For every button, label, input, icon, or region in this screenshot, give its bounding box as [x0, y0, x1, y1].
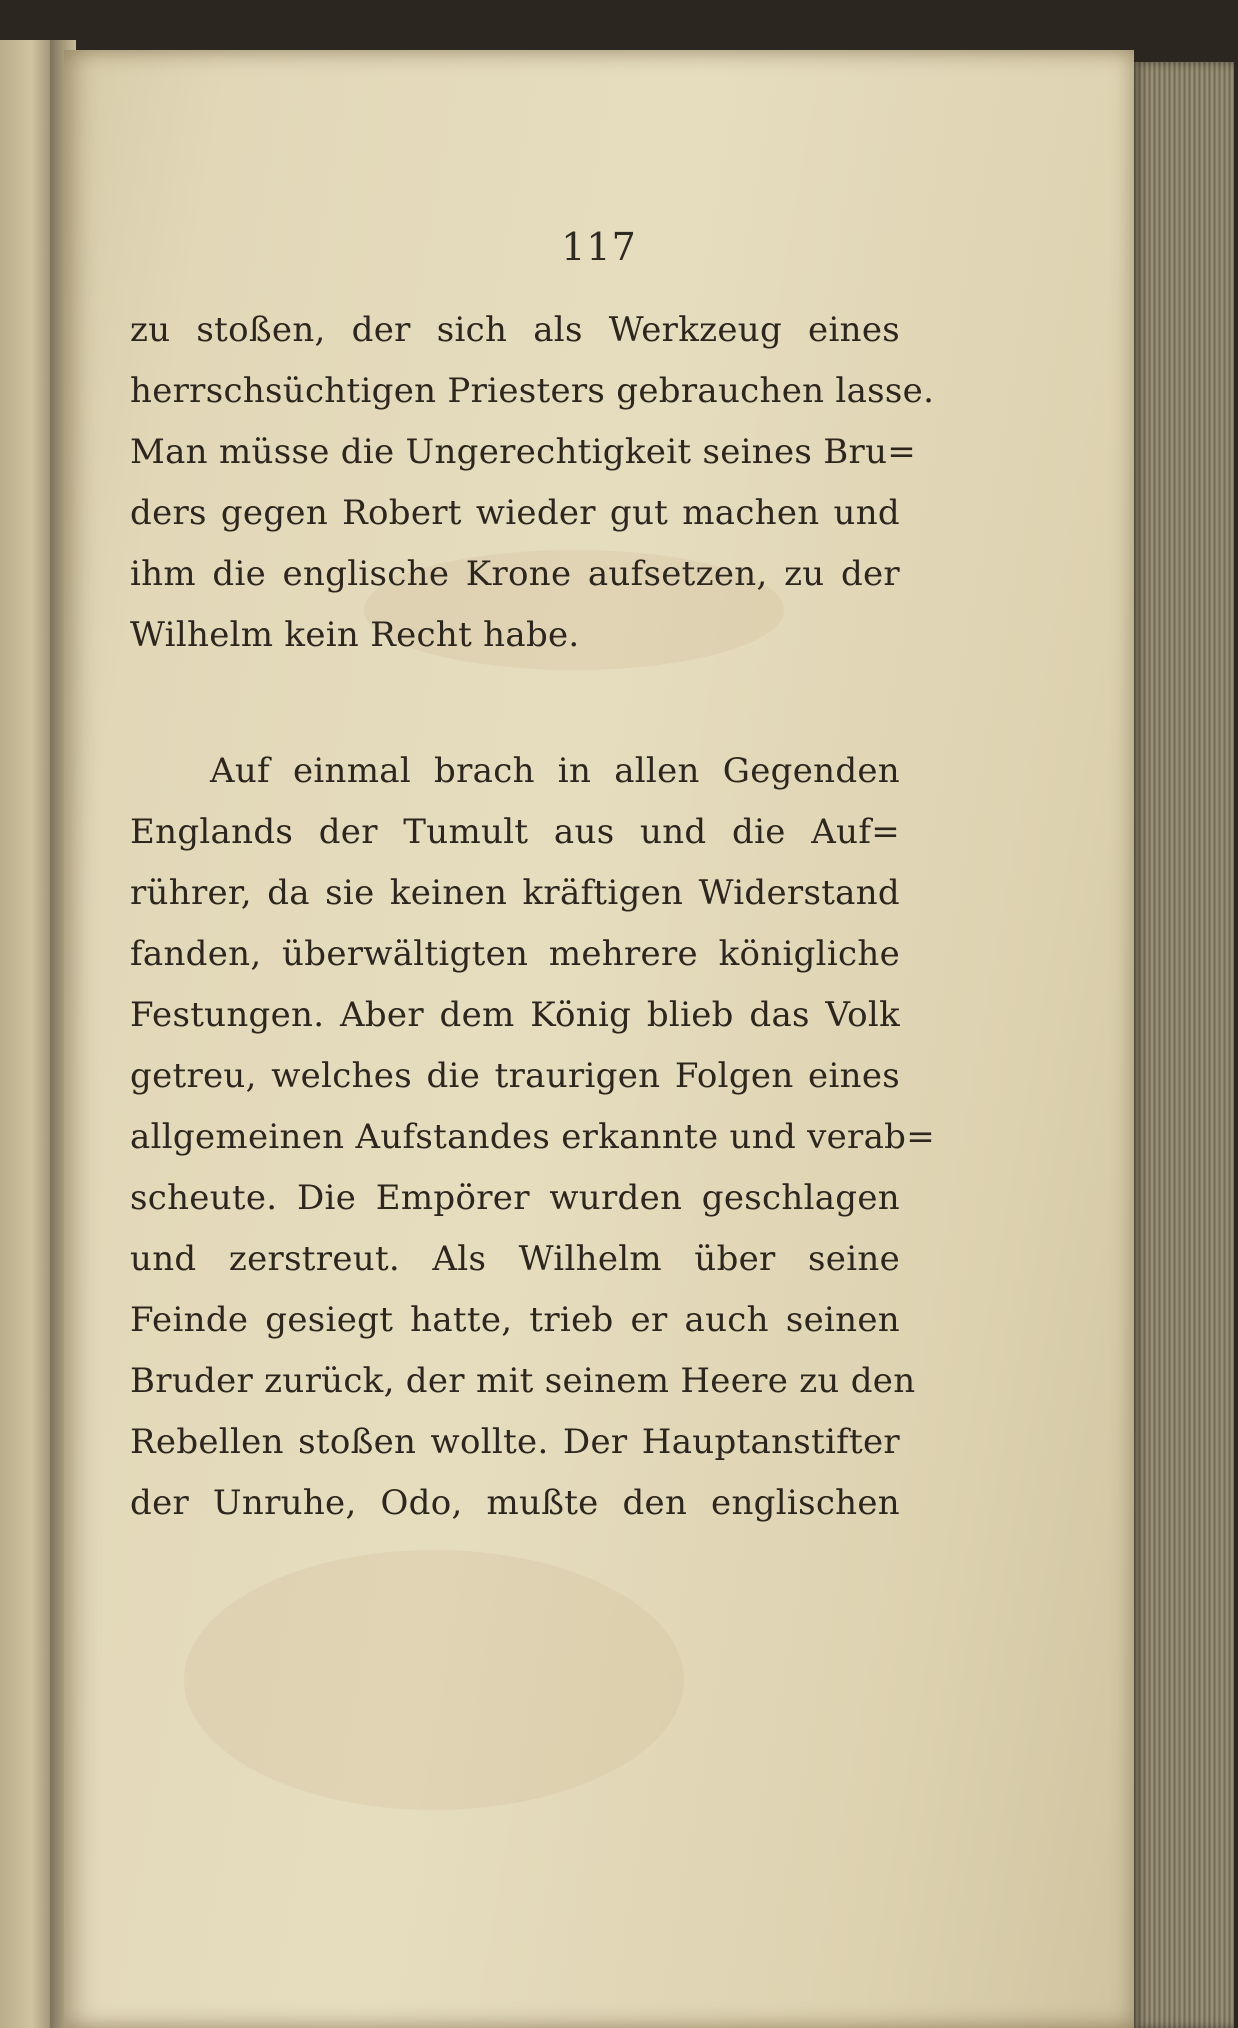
text-line: Rebellen stoßen wollte. Der Hauptanstifter — [130, 1422, 900, 1462]
text-line: Feinde gesiegt hatte, trieb er auch seinen — [130, 1300, 900, 1340]
text-line: zu stoßen, der sich als Werkzeug eines — [130, 310, 900, 350]
body-text — [130, 300, 936, 1534]
text-line: ihm die englische Krone aufsetzen, zu der — [130, 554, 900, 594]
text-line: Festungen. Aber dem König blieb das Volk — [130, 995, 900, 1035]
paper-stain — [184, 1550, 684, 1810]
text-line: und zerstreut. Als Wilhelm über seine — [130, 1239, 900, 1279]
page-block-edge — [1134, 62, 1234, 2028]
text-line: Englands der Tumult aus und die Auf= — [130, 812, 900, 852]
text-line: scheute. Die Empörer wurden geschlagen — [130, 1178, 900, 1218]
text-line: Man müsse die Ungerechtigkeit seines Bru= — [130, 432, 917, 472]
text-line: Wilhelm kein Recht habe. — [130, 615, 580, 655]
text-line: ders gegen Robert wieder gut machen und — [130, 493, 900, 533]
text-line: Bruder zurück, der mit seinem Heere zu den — [130, 1361, 916, 1401]
paragraph-gap — [130, 666, 900, 741]
text-line: rührer, da sie keinen kräftigen Widerstand — [130, 873, 900, 913]
page-number: 117 — [561, 225, 637, 269]
text-line: Auf einmal brach in allen Gegenden — [210, 751, 900, 791]
text-line: herrschsüchtigen Priesters gebrauchen lasse. — [130, 371, 935, 411]
text-line: der Unruhe, Odo, mußte den englischen — [130, 1483, 900, 1523]
text-line: getreu, welches die traurigen Folgen eines — [130, 1056, 900, 1096]
text-line: fanden, überwältigten mehrere königliche — [130, 934, 900, 974]
text-line: allgemeinen Aufstandes erkannte und verab= — [130, 1117, 936, 1157]
